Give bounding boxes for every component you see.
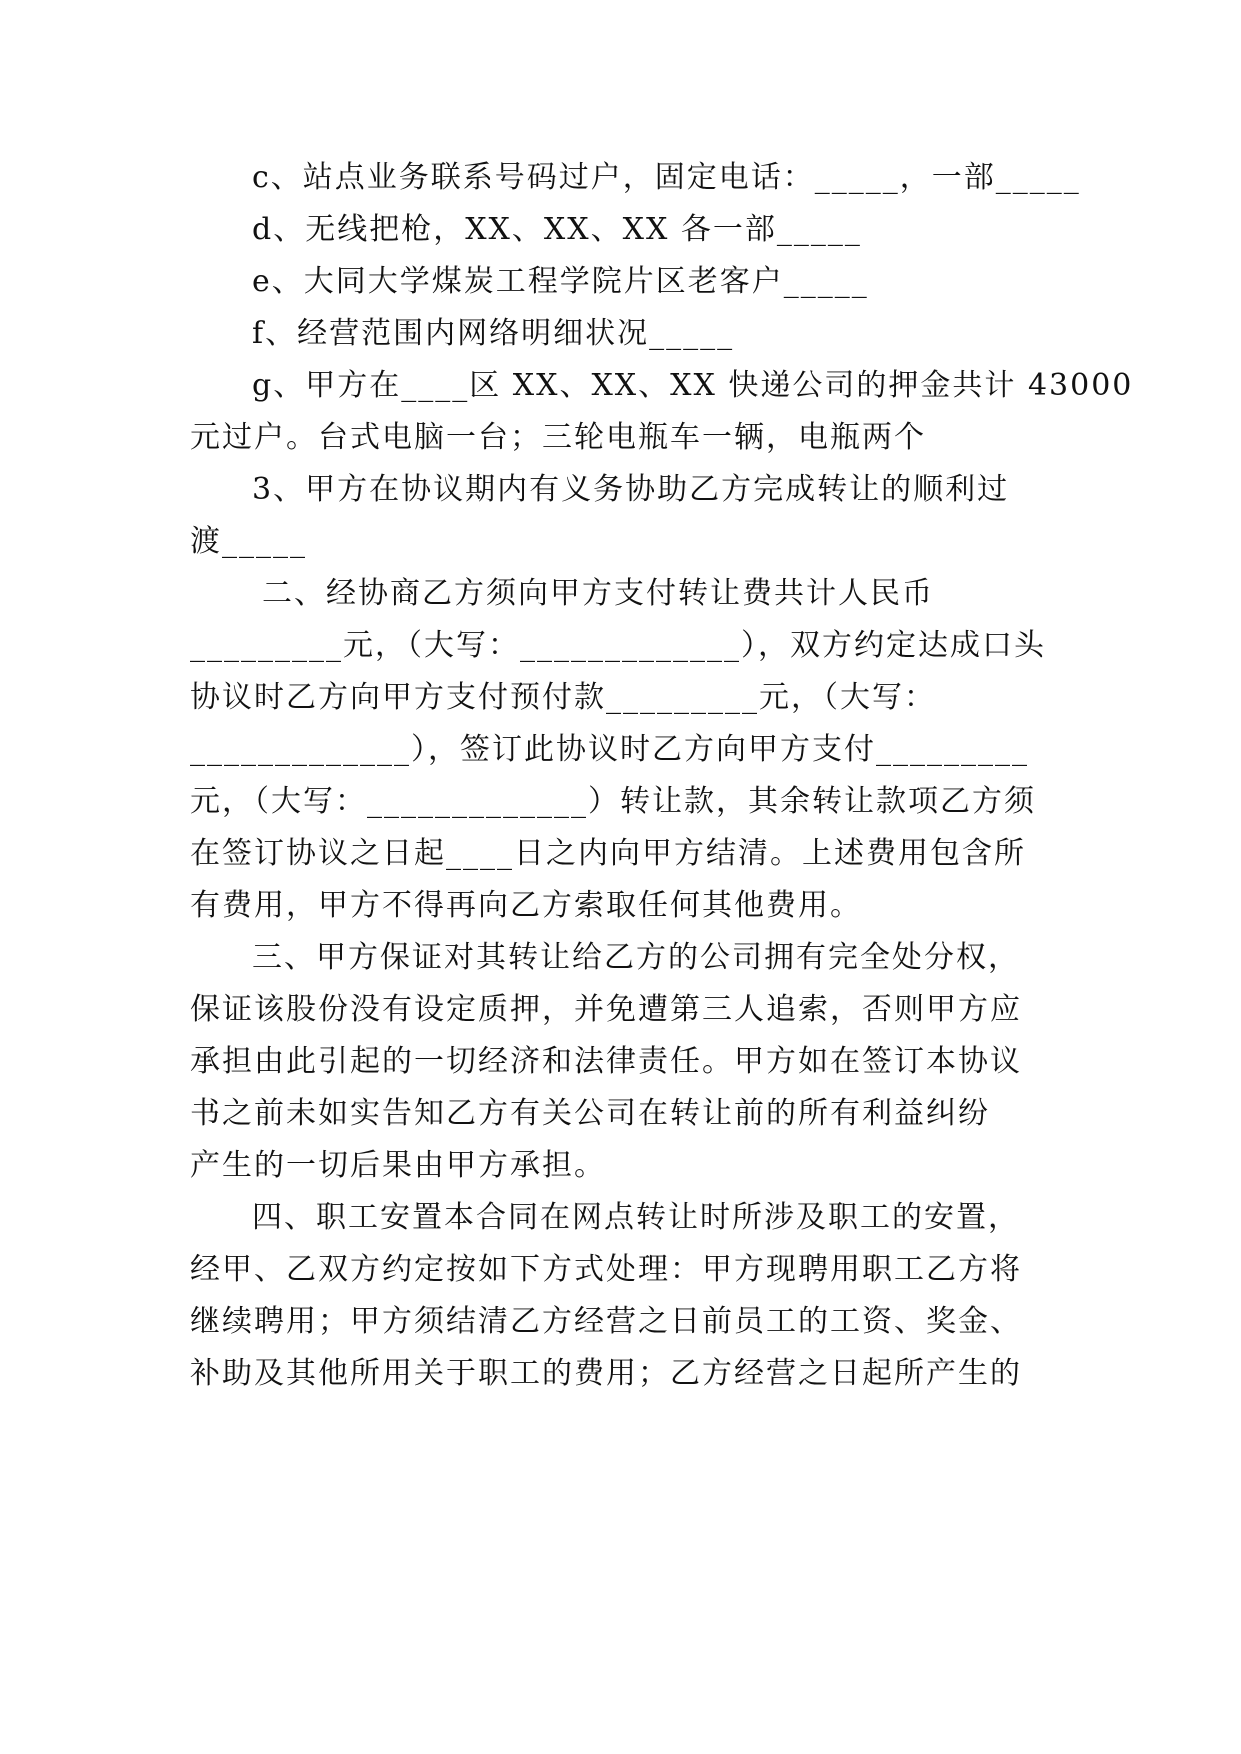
section-3-line-3: 承担由此引起的一切经济和法律责任。甲方如在签订本协议 [190, 1044, 1022, 1079]
section-3-line-2: 保证该股份没有设定质押，并免遭第三人追索，否则甲方应 [190, 992, 1022, 1027]
section-4-line-2: 经甲、乙双方约定按如下方式处理：甲方现聘用职工乙方将 [190, 1252, 1022, 1287]
section-2-line-4: _____________），签订此协议时乙方向甲方支付_________ [190, 732, 1029, 767]
section-2-line-3: 协议时乙方向甲方支付预付款_________元，（大写： [190, 680, 936, 715]
item-g-line: g、甲方在____区 XX、XX、XX 快递公司的押金共计 43000 [252, 368, 1134, 403]
section-2-line-5: 元，（大写：_____________）转让款，其余转让款项乙方须 [190, 784, 1036, 819]
section-4-line-4: 补助及其他所用关于职工的费用；乙方经营之日起所产生的 [190, 1356, 1022, 1391]
item-c-line: c、站点业务联系号码过户，固定电话：_____，一部_____ [252, 160, 1081, 195]
clause-3-line-cont: 渡_____ [190, 524, 307, 559]
section-4-heading-line: 四、职工安置本合同在网点转让时所涉及职工的安置， [252, 1200, 1020, 1235]
item-g-line-cont: 元过户。台式电脑一台；三轮电瓶车一辆，电瓶两个 [190, 420, 926, 455]
item-d-line: d、无线把枪，XX、XX、XX 各一部_____ [252, 212, 862, 247]
section-2-line-7: 有费用，甲方不得再向乙方索取任何其他费用。 [190, 888, 862, 923]
item-e-line: e、大同大学煤炭工程学院片区老客户_____ [252, 264, 869, 299]
section-2-heading-line: 二、经协商乙方须向甲方支付转让费共计人民币 [262, 576, 934, 611]
item-f-line: f、经营范围内网络明细状况_____ [252, 316, 735, 351]
section-2-line-2: _________元，（大写：_____________），双方约定达成口头 [190, 628, 1046, 663]
clause-3-line: 3、甲方在协议期内有义务协助乙方完成转让的顺利过 [252, 472, 1010, 507]
section-3-line-4: 书之前未如实告知乙方有关公司在转让前的所有利益纠纷 [190, 1096, 990, 1131]
section-2-line-6: 在签订协议之日起____日之内向甲方结清。上述费用包含所 [190, 836, 1026, 871]
section-4-line-3: 继续聘用；甲方须结清乙方经营之日前员工的工资、奖金、 [190, 1304, 1022, 1339]
section-3-heading-line: 三、甲方保证对其转让给乙方的公司拥有完全处分权， [252, 940, 1020, 975]
section-3-line-5: 产生的一切后果由甲方承担。 [190, 1148, 606, 1183]
